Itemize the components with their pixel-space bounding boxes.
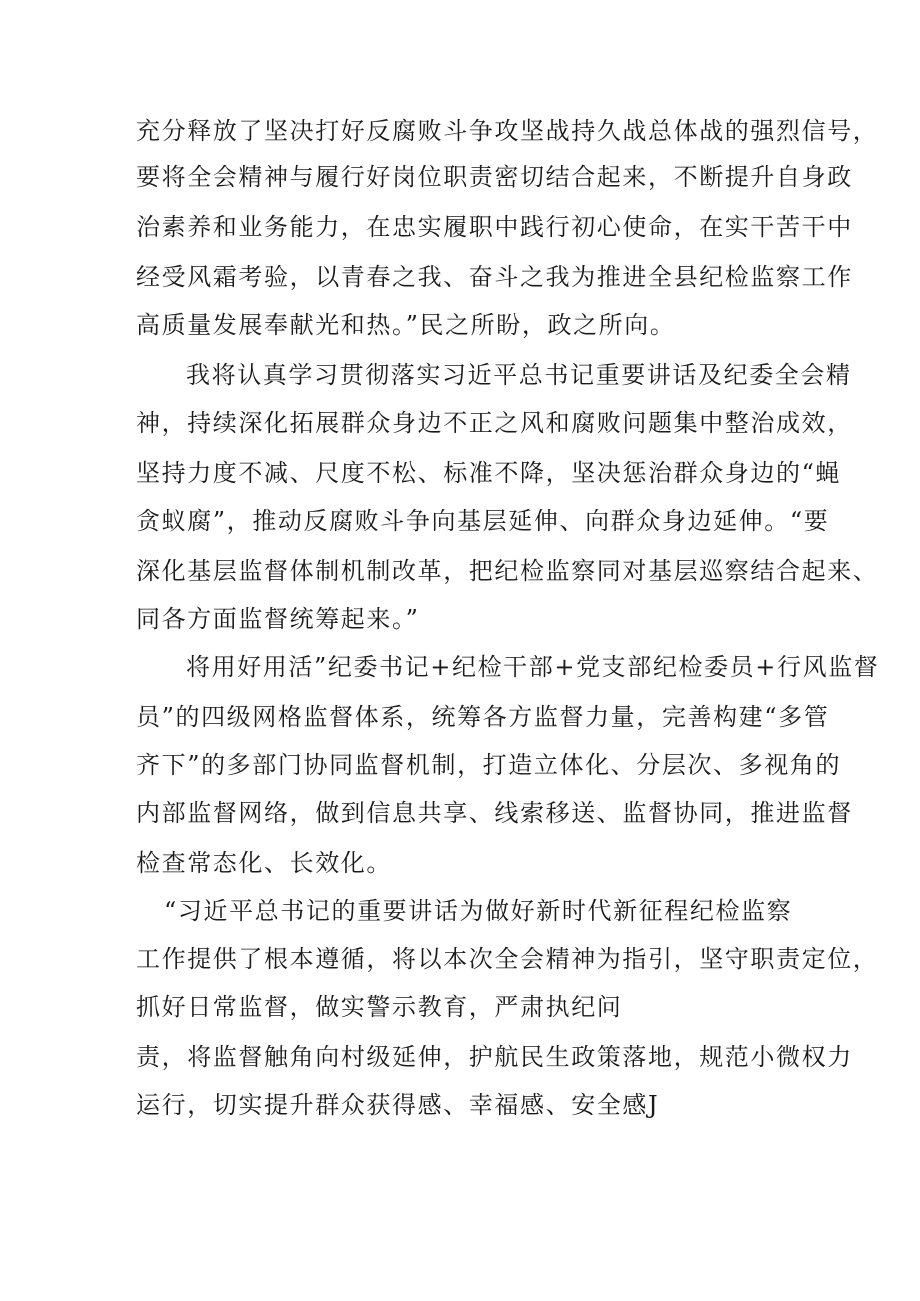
text-line: 工作提供了根本遵循，将以本次全会精神为指引，坚守职责定位， <box>136 945 879 973</box>
text-line: 贪蚁腐”，推动反腐败斗争向基层延伸、向群众身边延伸。“要 <box>136 507 830 535</box>
text-line: 治素养和业务能力，在忠实履职中践行初心使命，在实干苦干中 <box>136 213 853 241</box>
text-line: 内部监督网络，做到信息共享、线索移送、监督协同，推进监督 <box>136 799 853 827</box>
text-line: 运行，切实提升群众获得感、幸福感、安全感J <box>136 1091 660 1119</box>
text-line: 检查常态化、长效化。 <box>136 849 392 877</box>
text-line: 深化基层监督体制机制改革，把纪检监察同对基层巡察结合起来、 <box>136 557 879 585</box>
text-line: 责，将监督触角向村级延伸，护航民生政策落地，规范小微权力 <box>136 1043 853 1071</box>
text-line: 齐下”的多部门协同监督机制，打造立体化、分层次、多视角的 <box>136 751 842 779</box>
text-line: 抓好日常监督，做实警示教育，严肃执纪问 <box>136 993 623 1021</box>
text-line: 同各方面监督统筹起来。” <box>136 605 420 633</box>
text-line: 我将认真学习贯彻落实习近平总书记重要讲话及纪委全会精 <box>186 361 852 389</box>
text-line: 高质量发展奉献光和热。”民之所盼，政之所向。 <box>136 311 676 339</box>
text-line: “习近平总书记的重要讲话为做好新时代新征程纪检监察 <box>164 897 793 925</box>
text-line: 将用好用活”纪委书记+纪检干部+党支部纪检委员+行风监督 <box>186 653 880 681</box>
text-line: 员”的四级网格监督体系，统筹各方监督力量，完善构建“多管 <box>136 703 830 731</box>
text-line: 经受风霜考验，以青春之我、奋斗之我为推进全县纪检监察工作 <box>136 263 853 291</box>
text-line: 神，持续深化拓展群众身边不正之风和腐败问题集中整治成效， <box>136 409 853 437</box>
text-line: 要将全会精神与履行好岗位职责密切结合起来，不断提升自身政 <box>136 163 853 191</box>
text-line: 坚持力度不减、尺度不松、标准不降，坚决惩治群众身边的“蝇 <box>136 459 842 487</box>
text-line: 充分释放了坚决打好反腐败斗争攻坚战持久战总体战的强烈信号， <box>136 117 879 145</box>
